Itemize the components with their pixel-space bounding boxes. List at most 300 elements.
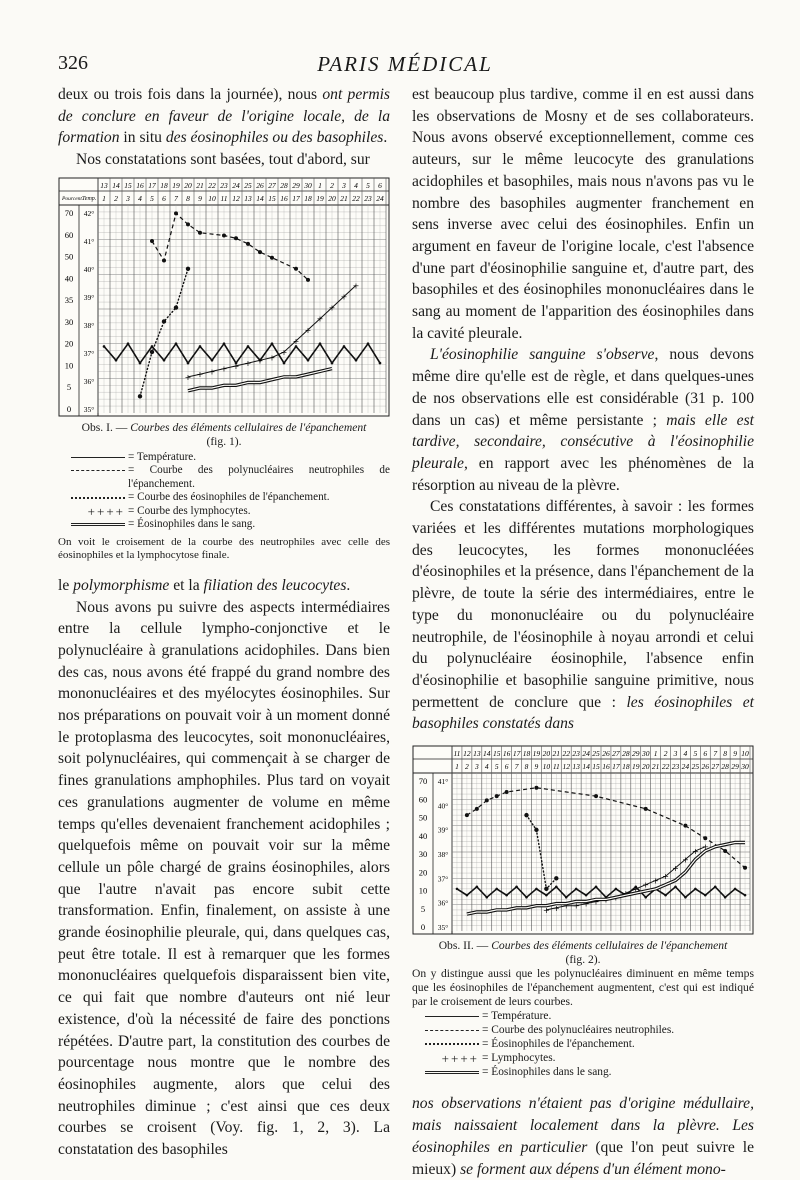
x-tick-label: 28 <box>622 749 630 759</box>
day-index-label: 13 <box>572 762 580 772</box>
data-point-temperature <box>615 888 618 891</box>
solid-line-symbol <box>425 1016 479 1017</box>
y-tick-label: 30 <box>64 316 74 327</box>
data-point-neutrophils <box>644 807 648 811</box>
data-point-temperature <box>694 888 697 891</box>
legend-item: = Courbe des polynucléaires neutrophiles de l'épanchement. <box>58 464 390 491</box>
header-label: Temp. <box>82 195 97 202</box>
data-point-neutrophils <box>465 813 469 817</box>
data-point-temperature <box>575 888 578 891</box>
data-point-temperature <box>127 342 130 345</box>
page-number: 326 <box>58 52 88 74</box>
day-index-label: 3 <box>126 193 130 203</box>
legend-item: = Température. <box>58 451 390 465</box>
legend-item: ++++ = Lymphocytes. <box>412 1052 754 1066</box>
x-tick-label: 26 <box>256 180 264 190</box>
data-point-temperature <box>456 888 459 891</box>
x-tick-label: 17 <box>148 180 156 190</box>
x-tick-label: 25 <box>592 749 600 759</box>
day-index-label: 15 <box>268 193 276 203</box>
data-point-neutrophils <box>683 824 687 828</box>
dashed-line-symbol <box>71 470 125 471</box>
data-point-lymphocytes: + <box>220 364 228 374</box>
legend-item: = Éosinophiles de l'épanchement. <box>412 1038 754 1052</box>
data-point-lymphocytes: + <box>232 361 240 371</box>
data-point-lymphocytes: + <box>543 906 550 916</box>
x-tick-label: 18 <box>522 749 531 759</box>
data-point-temperature <box>379 362 382 365</box>
day-index-label: 17 <box>612 762 620 772</box>
data-point-lymphocytes: + <box>196 369 204 379</box>
x-tick-label: 19 <box>532 749 541 759</box>
figure-2-intro: On y distingue aussi que les polynucléaires diminuent en même temps que les éosinophiles de l'épanchement augmentent, c'est qui est indiqué par le croisement de leurs courbes. <box>412 967 754 1008</box>
data-point-lymphocytes: + <box>701 842 709 852</box>
right-paragraph-4: nos observations n'étaient pas d'origine médullaire, mais naissaient localement dans la plèvre. Les éosinophiles en particulier (que l'on peut suivre le mieux) se forment aux dépens d'un élément mono- <box>412 1095 754 1178</box>
data-point-eosinophils <box>186 266 190 270</box>
data-point-lymphocytes: + <box>682 855 689 865</box>
data-point-eosinophils <box>524 813 528 817</box>
figure-1 <box>58 177 390 563</box>
data-point-lymphocytes: + <box>692 847 699 857</box>
x-tick-label: 22 <box>208 180 216 190</box>
y-temp-tick-label: 37° <box>83 348 95 358</box>
day-index-label: 26 <box>701 762 710 772</box>
data-point-temperature <box>744 894 747 897</box>
day-index-label: 24 <box>376 193 384 203</box>
data-point-lymphocytes: + <box>612 893 620 903</box>
y-temp-tick-label: 41° <box>83 236 95 246</box>
day-index-label: 22 <box>661 762 670 772</box>
figure-2-legend <box>412 1010 754 1079</box>
x-tick-label: 6 <box>378 180 382 190</box>
day-index-label: 16 <box>280 193 288 203</box>
double-line-symbol <box>71 523 125 526</box>
data-point-lymphocytes: + <box>582 899 590 909</box>
data-point-eosinophils <box>174 305 178 309</box>
data-point-temperature <box>187 362 190 365</box>
data-point-lymphocytes: + <box>340 292 348 302</box>
y-tick-label: 60 <box>64 229 74 240</box>
day-index-label: 5 <box>150 193 154 203</box>
day-index-label: 16 <box>602 762 610 772</box>
data-point-neutrophils <box>475 807 479 811</box>
y-tick-label: 10 <box>64 360 74 371</box>
y-tick-label: 40 <box>64 273 74 284</box>
left-paragraph-1: deux ou trois fois dans la journée), nous ont permis de conclure en faveur de l'origine locale, de la formation in situ des éosinophiles ou des basophiles. <box>58 86 390 147</box>
chart-obs-1 <box>58 177 390 417</box>
day-index-label: 29 <box>731 762 739 772</box>
day-index-label: 12 <box>562 762 570 772</box>
x-tick-label: 16 <box>502 749 511 759</box>
data-point-temperature <box>331 362 334 365</box>
day-index-label: 19 <box>632 762 640 772</box>
double-line-symbol <box>425 1071 479 1074</box>
x-tick-label: 23 <box>572 749 580 759</box>
data-point-temperature <box>466 894 469 897</box>
day-index-label: 10 <box>208 193 216 203</box>
y-tick-label: 60 <box>418 794 428 805</box>
day-index-label: 14 <box>582 762 590 772</box>
data-point-temperature <box>476 886 479 889</box>
x-tick-label: 21 <box>552 749 561 759</box>
x-tick-label: 19 <box>172 180 180 190</box>
day-index-label: 8 <box>186 193 190 203</box>
legend-item: ++++ = Courbe des lymphocytes. <box>58 505 390 519</box>
day-index-label: 11 <box>220 193 228 203</box>
data-point-temperature <box>555 886 558 889</box>
y-temp-tick-label: 40° <box>437 801 449 811</box>
data-point-temperature <box>211 359 214 362</box>
journal-title: PARIS MÉDICAL <box>317 52 493 76</box>
day-index-label: 4 <box>138 193 142 203</box>
data-point-lymphocytes: + <box>592 897 600 907</box>
x-tick-label: 29 <box>632 749 640 759</box>
data-point-lymphocytes: + <box>316 314 324 324</box>
x-tick-label: 20 <box>184 180 192 190</box>
data-point-temperature <box>283 362 286 365</box>
data-point-eosinophils <box>534 828 538 832</box>
x-tick-label: 13 <box>100 180 108 190</box>
data-point-lymphocytes: + <box>622 889 630 899</box>
data-point-lymphocytes: + <box>662 872 669 882</box>
data-point-neutrophils <box>270 256 274 260</box>
data-point-lymphocytes: + <box>304 325 312 335</box>
x-tick-label: 22 <box>562 749 570 759</box>
data-point-lymphocytes: + <box>244 358 252 368</box>
data-point-lymphocytes: + <box>256 356 264 366</box>
data-point-neutrophils <box>246 242 250 246</box>
day-index-label: 23 <box>671 762 680 772</box>
right-paragraph-1: est beaucoup plus tardive, comme il en est aussi dans les observations de Mosny et de ses collaborateurs. Nous avons observé exceptionnellement, comme ces auteurs, sur le même leucocyte des granulations acidophiles et basophiles, mais nous n'avons pas vu le nombre des basophiles augmenter franchement en sens inverse avec celui des éosinophiles. Enfin un argument en faveur de l'origine locale, c'est l'absence d'une part d'éosinophilie sanguine et, d'autre part, des basophiles et des éosinophiles mononucléaires dans le sang au moment de l'apparition des éosinophiles dans la cavité pleurale. <box>412 86 754 342</box>
legend-item: = Éosinophiles dans le sang. <box>412 1066 754 1080</box>
day-index-label: 2 <box>114 193 118 203</box>
data-point-temperature <box>139 362 142 365</box>
data-point-temperature <box>103 345 106 348</box>
data-point-temperature <box>565 896 568 899</box>
day-index-label: 25 <box>691 762 700 772</box>
day-index-label: 3 <box>474 762 479 772</box>
x-tick-label: 12 <box>463 749 471 759</box>
y-temp-tick-label: 36° <box>83 376 95 386</box>
data-point-lymphocytes: + <box>184 372 192 382</box>
y-tick-label: 0 <box>66 403 72 414</box>
data-point-temperature <box>674 886 677 889</box>
data-point-temperature <box>163 359 166 362</box>
right-column <box>412 84 754 1180</box>
left-column <box>58 84 390 1161</box>
legend-item: = Éosinophiles dans le sang. <box>58 518 390 532</box>
figure-2-ref: (fig. 2). <box>565 953 601 967</box>
figure-1-note: On voit le croisement de la courbe des neutrophiles avec celle des éosinophiles et la lymphocytose finale. <box>58 535 390 562</box>
x-tick-label: 6 <box>703 749 708 759</box>
day-index-label: 6 <box>504 762 509 772</box>
data-point-temperature <box>684 896 687 899</box>
data-point-temperature <box>505 894 508 897</box>
x-tick-label: 4 <box>683 749 688 759</box>
data-point-temperature <box>343 345 346 348</box>
y-tick-label: 20 <box>418 867 428 878</box>
data-point-lymphocytes: + <box>268 353 276 363</box>
data-point-temperature <box>664 894 667 897</box>
day-index-label: 17 <box>292 193 300 203</box>
figure-1-caption: Obs. I. — Courbes des éléments cellulaires de l'épanchement (fig. 1). <box>58 421 390 449</box>
y-temp-tick-label: 38° <box>437 850 449 860</box>
x-tick-label: 5 <box>366 180 370 190</box>
y-temp-tick-label: 42° <box>83 208 95 218</box>
data-point-lymphocytes: + <box>280 347 288 357</box>
day-index-label: 30 <box>741 762 749 772</box>
y-tick-label: 30 <box>418 849 428 860</box>
x-tick-label: 17 <box>512 749 521 759</box>
data-point-eosinophils <box>554 876 558 880</box>
x-tick-label: 2 <box>663 749 668 759</box>
y-temp-tick-label: 38° <box>83 320 95 330</box>
running-header <box>58 52 752 78</box>
data-point-neutrophils <box>505 790 509 794</box>
day-index-label: 19 <box>316 193 324 203</box>
y-tick-label: 5 <box>66 382 72 393</box>
x-tick-label: 24 <box>232 180 240 190</box>
left-paragraph-4: Nous avons pu suivre des aspects intermédiaires entre la cellule lympho-conjonctive et le polynucléaire à granulations acidophiles. Dans bien des cas, nous avons été frappé du grand nombre des mononucléaires et des myélocytes éosinophiles. Sur nos préparations on pouvait voir à un moment donné le protoplasma des leucocytes, soit mononucléaires, soit polynucléaires, qui commençait à se charger de fines granulations amphophiles. Plus tard on voyait ces granulations augmenter de volume en même temps qu'elles devenaient franchement acidophiles ; quelquefois même on pouvait voir sur la même cellule un pôle chargé de grains éosinophiles, alors que l'autre n'avait pas encore subit cette transformation. Enfin, finalement, on assiste à une grande éosinophilie pleurale, qui, dans quelques cas, peut être totale. Il est à remarquer que les formes mononucléaires quelquefois disparaissent bien vite, ce qui fait que nombre d'auteurs ont nié leur existence, d'où la nécessité de faire des ponctions répétées. D'autre part, la constitution des courbes de pourcentage nous montre que le nombre des éosinophiles augmente, alors que celui des neutrophiles diminue ; c'est ainsi que ces deux courbes se croisent (Voy. fig. 1, 2, 3). La constatation des basophiles <box>58 598 390 1159</box>
data-point-temperature <box>115 359 118 362</box>
data-point-temperature <box>734 888 737 891</box>
data-point-eosinophils <box>162 319 166 323</box>
x-tick-label: 24 <box>582 749 590 759</box>
day-index-label: 20 <box>328 193 336 203</box>
x-tick-label: 20 <box>542 749 551 759</box>
y-tick-label: 35 <box>64 294 74 305</box>
day-index-label: 7 <box>174 193 178 203</box>
data-point-lymphocytes: + <box>602 895 610 905</box>
x-tick-label: 29 <box>292 180 300 190</box>
data-point-temperature <box>495 888 498 891</box>
x-tick-label: 3 <box>342 180 346 190</box>
y-temp-tick-label: 36° <box>437 898 449 908</box>
day-index-label: 20 <box>641 762 650 772</box>
y-tick-label: 40 <box>418 830 428 841</box>
y-tick-label: 20 <box>64 338 74 349</box>
y-temp-tick-label: 35° <box>437 923 449 933</box>
y-tick-label: 70 <box>418 776 428 787</box>
y-tick-label: 70 <box>64 207 74 218</box>
x-tick-label: 25 <box>244 180 252 190</box>
data-point-neutrophils <box>594 794 598 798</box>
dotted-line-symbol <box>71 497 125 499</box>
day-index-label: 13 <box>244 193 252 203</box>
x-tick-label: 14 <box>112 180 120 190</box>
y-tick-label: 50 <box>418 812 428 823</box>
x-tick-label: 15 <box>492 749 501 759</box>
y-temp-tick-label: 37° <box>437 874 449 884</box>
data-point-temperature <box>199 345 202 348</box>
data-point-neutrophils <box>485 798 489 802</box>
day-index-label: 18 <box>304 193 312 203</box>
x-tick-label: 5 <box>693 749 698 759</box>
dashed-line-symbol <box>425 1030 479 1031</box>
day-index-label: 21 <box>340 193 348 203</box>
data-point-temperature <box>724 896 727 899</box>
day-index-label: 22 <box>352 193 360 203</box>
day-index-label: 23 <box>364 193 372 203</box>
legend-item: = Courbe des polynucléaires neutrophiles. <box>412 1024 754 1038</box>
day-index-label: 2 <box>465 762 469 772</box>
data-point-lymphocytes: + <box>652 876 659 886</box>
data-point-neutrophils <box>174 211 178 215</box>
x-tick-label: 28 <box>280 180 288 190</box>
x-tick-label: 4 <box>354 180 358 190</box>
data-point-temperature <box>545 894 548 897</box>
day-index-label: 6 <box>162 193 166 203</box>
figure-1-legend <box>58 451 390 532</box>
day-index-label: 1 <box>455 762 459 772</box>
data-point-lymphocytes: + <box>328 303 336 313</box>
data-point-eosinophils <box>150 350 154 354</box>
y-temp-tick-label: 35° <box>83 404 95 414</box>
data-point-lymphocytes: + <box>292 336 300 346</box>
data-point-temperature <box>319 342 322 345</box>
data-point-neutrophils <box>743 866 747 870</box>
x-tick-label: 2 <box>330 180 334 190</box>
x-tick-label: 23 <box>220 180 228 190</box>
y-tick-label: 10 <box>418 885 428 896</box>
x-tick-label: 3 <box>673 749 678 759</box>
day-index-label: 1 <box>102 193 106 203</box>
y-tick-label: 5 <box>420 903 426 914</box>
figure-2-caption: Obs. II. — Courbes des éléments cellulaires de l'épanchement (fig. 2). <box>412 939 754 967</box>
data-point-temperature <box>355 359 358 362</box>
solid-line-symbol <box>71 457 125 458</box>
data-point-temperature <box>644 896 647 899</box>
data-point-neutrophils <box>198 231 202 235</box>
day-index-label: 11 <box>552 762 560 772</box>
x-tick-label: 18 <box>160 180 168 190</box>
data-point-temperature <box>151 345 154 348</box>
data-point-neutrophils <box>534 786 538 790</box>
day-index-label: 8 <box>524 762 529 772</box>
data-point-lymphocytes: + <box>642 880 650 890</box>
legend-item: = Température. <box>412 1010 754 1024</box>
day-index-label: 9 <box>198 193 202 203</box>
day-index-label: 27 <box>711 762 719 772</box>
x-tick-label: 30 <box>304 180 312 190</box>
x-tick-label: 9 <box>733 749 737 759</box>
data-point-temperature <box>714 886 717 889</box>
day-index-label: 12 <box>232 193 240 203</box>
x-tick-label: 13 <box>473 749 481 759</box>
day-index-label: 5 <box>494 762 499 772</box>
header-label: Pourcent. <box>62 195 84 202</box>
x-tick-label: 1 <box>653 749 658 759</box>
data-point-temperature <box>535 888 538 891</box>
data-point-lymphocytes: + <box>572 901 580 911</box>
data-point-neutrophils <box>222 233 226 237</box>
x-tick-label: 11 <box>453 749 461 759</box>
day-index-label: 7 <box>514 762 519 772</box>
data-point-temperature <box>525 896 528 899</box>
data-point-lymphocytes: + <box>672 863 679 873</box>
x-tick-label: 10 <box>741 749 749 759</box>
y-temp-tick-label: 41° <box>437 777 449 787</box>
data-point-lymphocytes: + <box>208 367 216 377</box>
day-index-label: 4 <box>484 762 489 772</box>
x-tick-label: 27 <box>268 180 276 190</box>
data-point-neutrophils <box>150 239 154 243</box>
data-point-neutrophils <box>234 236 238 240</box>
chart-obs-2 <box>412 745 754 935</box>
day-index-label: 15 <box>592 762 600 772</box>
x-tick-label: 8 <box>723 749 728 759</box>
data-point-neutrophils <box>258 250 262 254</box>
cross-line-symbol: ++++ <box>441 1050 479 1066</box>
data-point-temperature <box>307 359 310 362</box>
x-tick-label: 7 <box>713 749 718 759</box>
data-point-eosinophils <box>544 887 548 891</box>
data-point-lymphocytes: + <box>552 903 560 913</box>
data-point-neutrophils <box>294 267 298 271</box>
y-tick-label: 0 <box>420 922 426 933</box>
day-index-label: 18 <box>622 762 630 772</box>
data-point-neutrophils <box>186 222 190 226</box>
y-temp-tick-label: 39° <box>437 825 449 835</box>
x-tick-label: 21 <box>196 180 204 190</box>
x-tick-label: 1 <box>318 180 322 190</box>
data-point-neutrophils <box>495 794 499 798</box>
data-point-temperature <box>271 342 274 345</box>
x-tick-label: 26 <box>602 749 610 759</box>
y-temp-tick-label: 40° <box>83 264 95 274</box>
right-paragraph-3: Ces constatations différentes, à savoir : les formes variées et les différentes mutations morphologiques des leucocytes, les formes mononucléées d'éosinophiles et la présence, dans l'épanchement de la plèvre, de toute la série des intermédiaires, entre le type du mononucléaire ou du polynucléaire neutrophile, de l'éosinophile à noyau arrondi et celui du polynucléaire éosinophile, l'absence enfin d'éosinophilie et basophilie sanguine primitive, nous permettent de conclure que : les éosinophiles et basophiles constatés dans <box>412 498 754 733</box>
day-index-label: 28 <box>721 762 729 772</box>
dotted-line-symbol <box>425 1043 479 1045</box>
data-point-eosinophils <box>138 394 142 398</box>
x-tick-label: 14 <box>483 749 491 759</box>
data-point-temperature <box>704 894 707 897</box>
data-point-temperature <box>585 894 588 897</box>
x-tick-label: 30 <box>641 749 650 759</box>
data-point-temperature <box>175 342 178 345</box>
data-point-temperature <box>247 345 250 348</box>
y-tick-label: 50 <box>64 251 74 262</box>
day-index-label: 9 <box>534 762 539 772</box>
data-point-neutrophils <box>723 849 727 853</box>
y-temp-tick-label: 39° <box>83 292 95 302</box>
right-paragraph-2: L'éosinophilie sanguine s'observe, nous devons même dire qu'elle est de règle, et dans quelques-unes de nos observations elle est considérable (31 p. 100 dans un cas) et même persistante ; mais elle est tardive, secondaire, consécutive à l'éosinophilie pleurale, en rapport avec les phénomènes de la résorption au niveau de la plèvre. <box>412 346 754 494</box>
cross-line-symbol: ++++ <box>87 503 125 519</box>
left-paragraph-2: Nos constatations sont basées, tout d'abord, sur <box>76 151 370 169</box>
data-point-temperature <box>595 886 598 889</box>
data-point-temperature <box>485 896 488 899</box>
data-point-neutrophils <box>703 836 707 840</box>
left-paragraph-3: le polymorphisme et la filiation des leucocytes. <box>58 576 351 594</box>
data-point-lymphocytes: + <box>562 901 570 911</box>
x-tick-label: 15 <box>124 180 132 190</box>
figure-2 <box>412 745 754 1079</box>
data-point-lymphocytes: + <box>632 884 640 894</box>
x-tick-label: 16 <box>136 180 144 190</box>
day-index-label: 24 <box>681 762 690 772</box>
data-point-temperature <box>223 342 226 345</box>
data-point-lymphocytes: + <box>352 281 360 291</box>
day-index-label: 14 <box>256 193 264 203</box>
data-point-temperature <box>367 342 370 345</box>
data-point-neutrophils <box>306 278 310 282</box>
figure-1-ref: (fig. 1). <box>206 434 242 448</box>
data-point-temperature <box>515 886 518 889</box>
day-index-label: 10 <box>542 762 551 772</box>
x-tick-label: 27 <box>612 749 620 759</box>
legend-item: = Courbe des éosinophiles de l'épanchement. <box>58 491 390 505</box>
day-index-label: 21 <box>651 762 660 772</box>
